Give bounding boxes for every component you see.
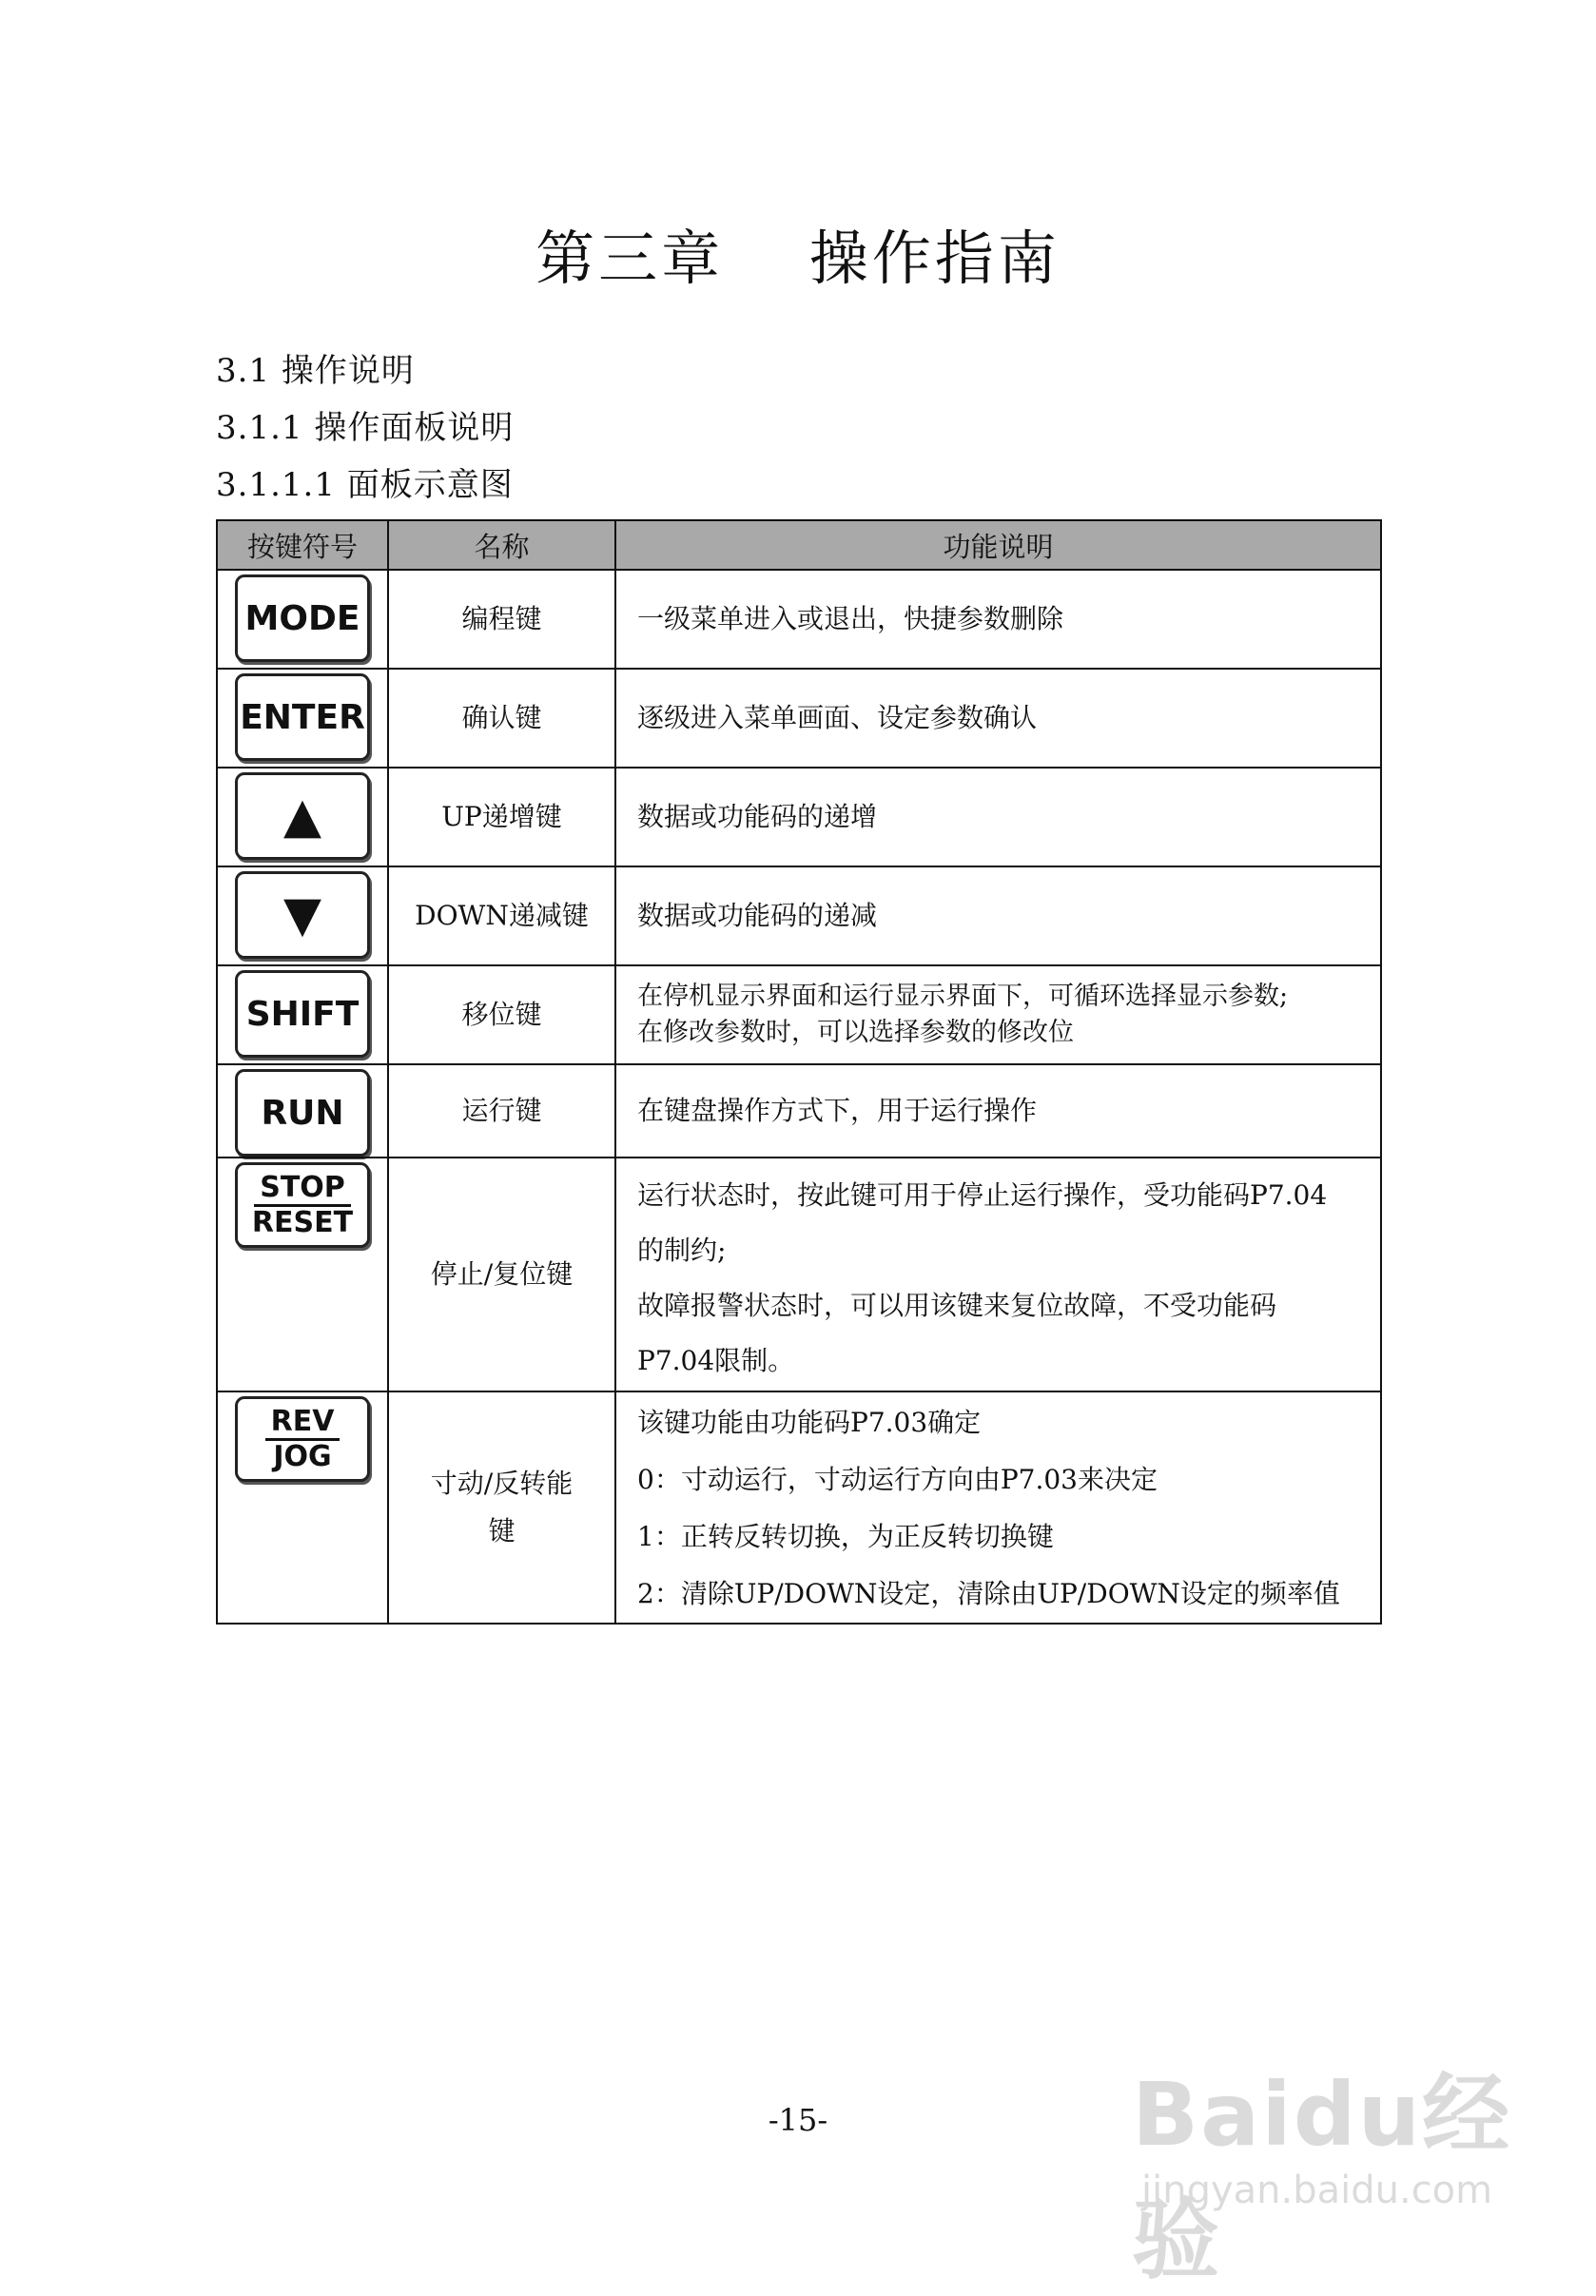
key-function-table [216, 519, 1382, 1625]
key-function: 在停机显示界面和运行显示界面下，可循环选择显示参数; 在修改参数时，可以选择参数的修改位 [615, 965, 1381, 1064]
key-function: 一级菜单进入或退出，快捷参数删除 [615, 570, 1381, 669]
watermark-url: jingyan.baidu.com [1141, 2169, 1493, 2212]
table-row [217, 669, 1381, 768]
table-header-row [217, 520, 1381, 570]
down-arrow-key-icon: ▼ [235, 871, 370, 959]
table-row [217, 1158, 1381, 1391]
run-key-icon: RUN [235, 1069, 370, 1157]
table-row [217, 768, 1381, 866]
key-name: 运行键 [388, 1064, 615, 1158]
key-name: 停止/复位键 [388, 1158, 615, 1391]
enter-key-icon: ENTER [235, 673, 370, 761]
key-function: 该键功能由功能码P7.03确定 0：寸动运行，寸动运行方向由P7.03来决定 1：正转反转切换，为正反转切换键 2：清除UP/DOWN设定，清除由UP/DOWN设定的频率值 [615, 1391, 1381, 1624]
section-heading-3-1-1: 3.1.1 操作面板说明 [216, 409, 515, 447]
key-name: DOWN递减键 [388, 866, 615, 965]
table-row [217, 965, 1381, 1064]
table-row [217, 570, 1381, 669]
key-name: 编程键 [388, 570, 615, 669]
key-name: UP递增键 [388, 768, 615, 866]
section-heading-3-1: 3.1 操作说明 [216, 352, 415, 390]
shift-key-icon: SHIFT [235, 970, 370, 1058]
page-number: -15- [768, 2102, 828, 2138]
baidu-logo-icon: Baidu经验 [1132, 2064, 1512, 2291]
key-function: 逐级进入菜单画面、设定参数确认 [615, 669, 1381, 768]
baidu-watermark [1132, 2045, 1569, 2291]
mode-key-icon: MODE [235, 574, 370, 662]
header-function: 功能说明 [615, 520, 1381, 570]
key-name: 确认键 [388, 669, 615, 768]
section-heading-3-1-1-1: 3.1.1.1 面板示意图 [216, 466, 514, 504]
key-function: 数据或功能码的递减 [615, 866, 1381, 965]
key-name: 移位键 [388, 965, 615, 1064]
chapter-title: 第三章 操作指南 [535, 224, 1061, 293]
key-function: 运行状态时，按此键可用于停止运行操作，受功能码P7.04 的制约; 故障报警状态时，可以用该键来复位故障，不受功能码 P7.04限制。 [615, 1158, 1381, 1391]
key-function: 在键盘操作方式下，用于运行操作 [615, 1064, 1381, 1158]
header-key-symbol: 按键符号 [217, 520, 388, 570]
rev-jog-key-icon: REV JOG [235, 1396, 370, 1482]
key-function: 数据或功能码的递增 [615, 768, 1381, 866]
table-row [217, 1064, 1381, 1158]
table-row [217, 866, 1381, 965]
header-name: 名称 [388, 520, 615, 570]
table-row [217, 1391, 1381, 1624]
up-arrow-key-icon: ▲ [235, 772, 370, 860]
key-name: 寸动/反转能 键 [388, 1391, 615, 1624]
stop-reset-key-icon: STOP RESET [235, 1162, 370, 1248]
